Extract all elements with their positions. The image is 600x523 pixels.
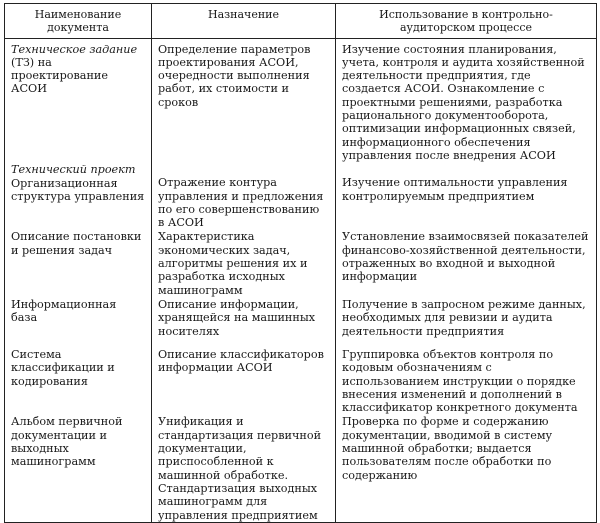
document-name: Организационная структура управления — [11, 176, 145, 203]
documents-table — [4, 3, 597, 523]
document-name: Информационная база — [11, 297, 117, 325]
cell-usage: Изучение оптимальности управления контролируемым предприятием — [336, 162, 597, 229]
cell-document-name — [5, 162, 152, 229]
table-row — [5, 347, 597, 414]
table-row — [5, 229, 597, 296]
cell-usage: Получение в запросном режиме данных, необходимых для ревизии и аудита деятельности предприятия — [336, 297, 597, 347]
cell-purpose: Отражение контура управления и предложения по его совершенствованию в АСОИ — [152, 162, 336, 229]
table-header — [5, 4, 597, 39]
header-usage: Использование в контрольно-аудиторском процессе — [336, 4, 597, 39]
cell-purpose: Определение параметров проектирования АСОИ, очередности выполнения работ, их стоимости и сроков — [152, 38, 336, 162]
cell-purpose: Описание информации, хранящейся на машинных носителях — [152, 297, 336, 347]
cell-usage: Группировка объектов контроля по кодовым обозначениям с использованием инструкции о порядке внесения изменений и дополнений в классификатор конкретного документа — [336, 347, 597, 414]
document-name: (ТЗ) на проектирование АСОИ — [11, 55, 109, 96]
cell-document-name — [5, 229, 152, 296]
table-row — [5, 162, 597, 229]
document-name: Система классификации и кодирования — [11, 347, 115, 388]
table-row — [5, 414, 597, 522]
header-purpose: Назначение — [152, 4, 336, 39]
document-section-label: Технический проект — [11, 163, 136, 177]
document-name: Альбом первичной документации и выходных машинограмм — [11, 415, 123, 469]
table-row — [5, 38, 597, 162]
cell-usage: Изучение состояния планирования, учета, контроля и аудита хозяйственной деятельности предприятия, где создается АСОИ. Ознакомление с проектными решениями, разработка рационального документооборота, оптимизации информационных связей, информационного обеспечения управления после внедрения АСОИ — [336, 38, 597, 162]
cell-document-name — [5, 347, 152, 414]
cell-purpose: Унификация и стандартизация первичной документации, приспособленной к машинной обработке. Стандартизация выходных машинограмм для управления предприятием — [152, 414, 336, 522]
cell-document-name — [5, 414, 152, 522]
cell-purpose: Характеристика экономических задач, алгоритмы решения их и разработка исходных машинограмм — [152, 229, 336, 296]
table-row — [5, 297, 597, 347]
cell-document-name — [5, 38, 152, 162]
header-document-name: Наименование документа — [5, 4, 152, 39]
cell-usage: Установление взаимосвязей показателей финансово-хозяйственной деятельности, отраженных во входной и выходной информации — [336, 229, 597, 296]
cell-usage: Проверка по форме и содержанию документации, вводимой в систему машинной обработки; выдается пользователям после обработки по содержанию — [336, 414, 597, 522]
table-body — [5, 38, 597, 522]
header-row — [5, 4, 597, 39]
cell-purpose: Описание классификаторов информации АСОИ — [152, 347, 336, 414]
document-name: Описание постановки и решения задач — [11, 230, 142, 257]
document-section-label: Техническое задание — [11, 42, 138, 56]
cell-document-name — [5, 297, 152, 347]
